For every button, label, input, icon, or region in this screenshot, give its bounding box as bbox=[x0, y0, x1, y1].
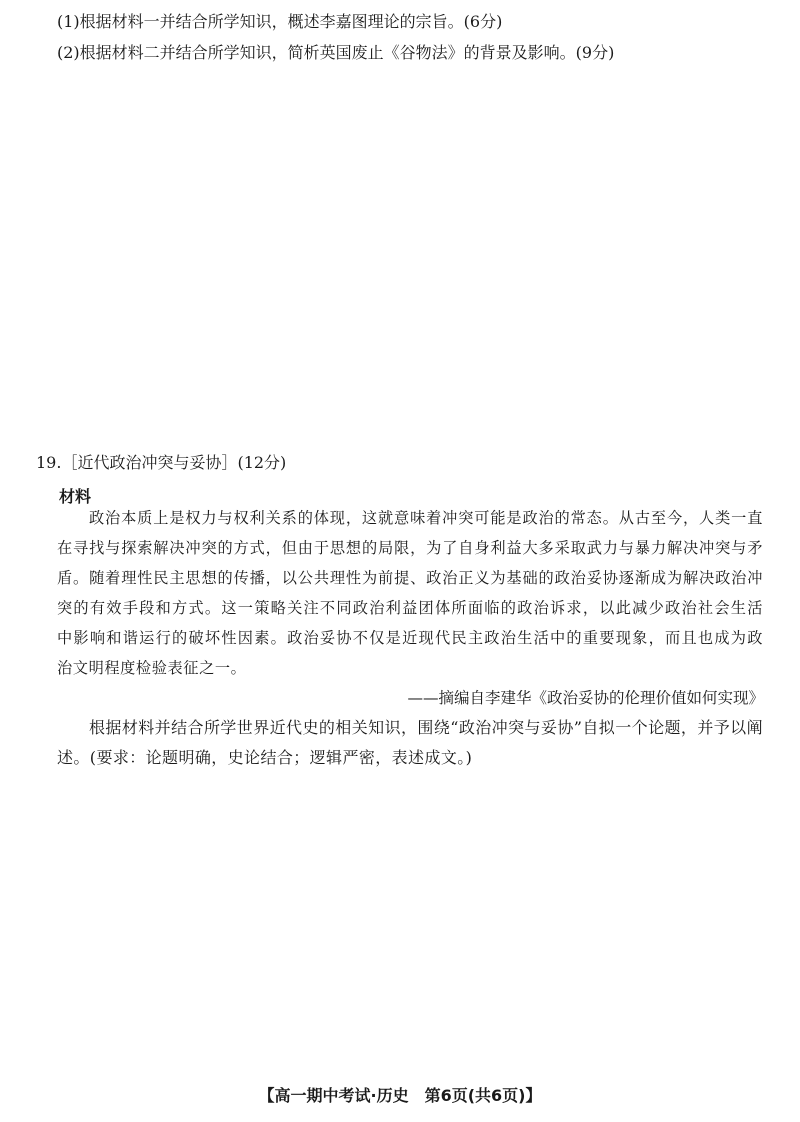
material-paragraph bbox=[57, 503, 763, 683]
material-line: 治文明程度检验表征之一。 bbox=[57, 659, 247, 677]
question-1-prompt: (1)根据材料一并结合所学知识，概述李嘉图理论的宗旨。(6分) bbox=[57, 12, 503, 31]
material-heading: 材料 bbox=[59, 487, 92, 506]
material-line: 政治本质上是权力与权利关系的体现，这就意味着冲突可能是政治的常态。从古至今，人类一直 bbox=[89, 509, 763, 527]
material-line: 突的有效手段和方式。这一策略关注不同政治利益团体所面临的政治诉求，以此减少政治社会生活 bbox=[57, 599, 763, 617]
instruction-line: 述。(要求：论题明确，史论结合；逻辑严密，表述成文。) bbox=[57, 748, 473, 767]
page-footer: 【高一期中考试·历史 第6页(共6页)】 bbox=[258, 1086, 542, 1105]
material-line: 盾。随着理性民主思想的传播，以公共理性为前提、政治正义为基础的政治妥协逐渐成为解决政治冲 bbox=[57, 569, 763, 587]
question-2-prompt: (2)根据材料二并结合所学知识，简析英国废止《谷物法》的背景及影响。(9分) bbox=[57, 43, 615, 62]
question-19-title: 19.［近代政治冲突与妥协］(12分) bbox=[36, 453, 287, 472]
material-line: 在寻找与探索解决冲突的方式，但由于思想的局限，为了自身利益大多采取武力与暴力解决冲突与矛 bbox=[57, 539, 763, 557]
material-source: ——摘编自李建华《政治妥协的伦理价值如何实现》 bbox=[407, 689, 764, 707]
instruction-line: 根据材料并结合所学世界近代史的相关知识，围绕“政治冲突与妥协”自拟一个论题，并予以阐 bbox=[89, 718, 763, 737]
question-19-instructions bbox=[57, 713, 763, 773]
material-line: 中影响和谐运行的破坏性因素。政治妥协不仅是近现代民主政治生活中的重要现象，而且也成为政 bbox=[57, 629, 763, 647]
